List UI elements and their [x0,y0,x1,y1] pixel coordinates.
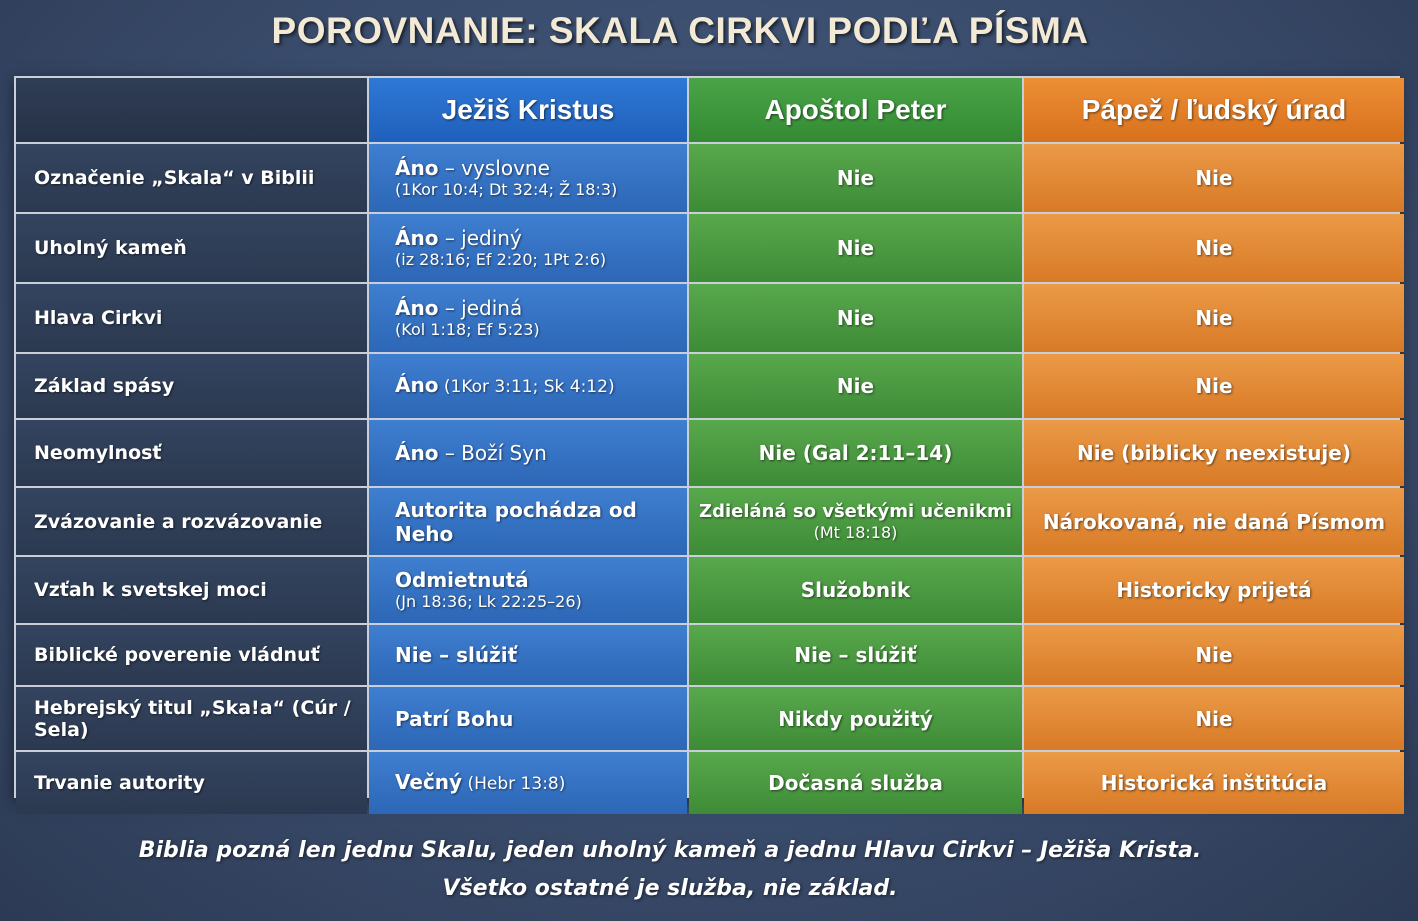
page-title: POROVNANIE: SKALA CIRKVI PODĽA PÍSMA [271,10,1089,51]
row-label-cell [16,488,367,555]
pope-value: Historická inštitúcia [1100,771,1328,795]
jesus-cell [369,488,687,555]
peter-value: Dočasná služba [768,771,943,795]
jesus-reference: (1Kor 10:4; Dt 32:4; Ž 18:3) [395,180,618,199]
peter-cell [689,557,1022,623]
pope-value: Nie [1195,374,1233,398]
row-label: Zvázovanie a rozvázovanie [34,510,323,533]
jesus-value-main: Odmietnutá [395,568,529,592]
jesus-value-rest: – jediný [438,226,522,250]
jesus-cell [369,354,687,418]
peter-cell [689,284,1022,352]
row-label: Označenie „Skala“ v Biblii [34,167,315,189]
peter-cell [689,144,1022,212]
jesus-cell [369,420,687,486]
pope-cell [1024,354,1404,418]
jesus-value-main: Áno [395,373,439,397]
header-peter [689,78,1022,142]
pope-value: Nie [1195,236,1233,260]
jesus-value-rest: (1Kor 3:11; Sk 4:12) [438,377,615,397]
header-pope-label: Pápež / ľudský úrad [1081,94,1347,125]
pope-cell [1024,557,1404,623]
jesus-value-rest: – Boží Syn [438,441,547,465]
row-label: Hlava Cirkvi [34,307,163,329]
pope-value: Historicky prijetá [1116,578,1312,602]
jesus-cell [369,557,687,623]
pope-cell [1024,687,1404,750]
header-pope [1024,78,1404,142]
pope-value: Nie [1195,643,1233,667]
pope-cell [1024,420,1404,486]
row-label-cell [16,687,367,750]
pope-cell [1024,752,1404,814]
jesus-value-rest: – jediná [438,296,523,320]
row-label-cell [16,752,367,814]
jesus-value-main: Áno [395,226,439,250]
jesus-cell [369,214,687,282]
pope-value: Nie [1195,306,1233,330]
peter-reference: (Mt 18:18) [813,522,898,542]
jesus-value-main: Áno [395,156,439,180]
jesus-value [395,373,687,399]
peter-cell [689,214,1022,282]
jesus-cell [369,144,687,212]
pope-value: Nárokovaná, nie daná Písmom [1042,509,1386,534]
pope-cell [1024,488,1404,555]
peter-cell [689,354,1022,418]
jesus-cell [369,687,687,750]
jesus-value [395,498,687,546]
jesus-value-main: Autorita pochádza od Neho [395,497,637,546]
peter-cell [689,752,1022,814]
jesus-value [395,441,687,465]
jesus-reference: (Kol 1:18; Ef 5:23) [395,320,540,339]
row-label: Trvanie autority [34,772,205,794]
header-blank-cell [16,78,367,142]
peter-value: Nie [836,236,875,260]
peter-value: Zdieláná so všetkými učenikmi [699,500,1012,522]
peter-value: Nie (Gal 2:11–14) [758,441,953,465]
jesus-value-rest: – vyslovne [438,156,550,180]
row-label: Neomylnosť [34,442,162,464]
jesus-reference: (iz 28:16; Ef 2:20; 1Pt 2:6) [395,250,607,269]
jesus-value-main: Áno [395,296,439,320]
peter-cell [689,687,1022,750]
pope-value: Nie (biblicky neexistuje) [1076,441,1351,465]
peter-value: Nie [836,374,875,398]
jesus-value [395,296,687,320]
pope-cell [1024,625,1404,685]
row-label-cell [16,420,367,486]
pope-value: Nie [1195,166,1233,190]
row-label: Uholný kameň [34,237,187,259]
footer-line-2: Všetko ostatné je služba, nie základ. [442,876,898,901]
jesus-value-main: Áno [395,441,439,465]
comparison-table [14,76,1400,798]
pope-cell [1024,214,1404,282]
header-peter-label: Apoštol Peter [764,94,947,125]
peter-cell [689,625,1022,685]
peter-cell [689,488,1022,555]
peter-cell [689,420,1022,486]
peter-value: Nie [836,166,875,190]
footer-line-1: Biblia pozná len jednu Skalu, jeden uholný kameň a jednu Hlavu Cirkvi – Ježiša Krista. [138,838,1202,863]
jesus-value-main: Patrí Bohu [395,706,514,731]
pope-cell [1024,284,1404,352]
peter-value: Nie [836,306,875,330]
pope-value: Nie [1195,706,1233,731]
peter-value: Nie – slúžiť [794,643,917,667]
peter-value: Služobnik [800,578,911,602]
row-label: Biblické poverenie vládnuť [34,644,320,666]
peter-value: Nikdy použitý [778,706,933,731]
row-label-cell [16,284,367,352]
jesus-value [395,770,687,796]
jesus-value-main: Nie – slúžiť [395,643,518,667]
jesus-cell [369,284,687,352]
row-label: Hebrejský titul „Ska!a“ (Cúr / Sela) [34,696,351,741]
jesus-value [395,156,687,180]
row-label-cell [16,354,367,418]
jesus-cell [369,752,687,814]
jesus-value [395,568,687,592]
jesus-value [395,226,687,250]
row-label-cell [16,214,367,282]
header-jesus [369,78,687,142]
jesus-reference: (Jn 18:36; Lk 22:25–26) [395,592,582,611]
jesus-value [395,643,687,667]
jesus-value [395,707,687,731]
jesus-value-rest: (Hebr 13:8) [462,774,566,794]
row-label: Základ spásy [34,375,175,397]
header-jesus-label: Ježiš Kristus [441,94,615,125]
row-label-cell [16,557,367,623]
row-label-cell [16,625,367,685]
pope-cell [1024,144,1404,212]
row-label-cell [16,144,367,212]
jesus-value-main: Večný [395,770,463,794]
row-label: Vzťah k svetskej moci [34,579,267,601]
jesus-cell [369,625,687,685]
